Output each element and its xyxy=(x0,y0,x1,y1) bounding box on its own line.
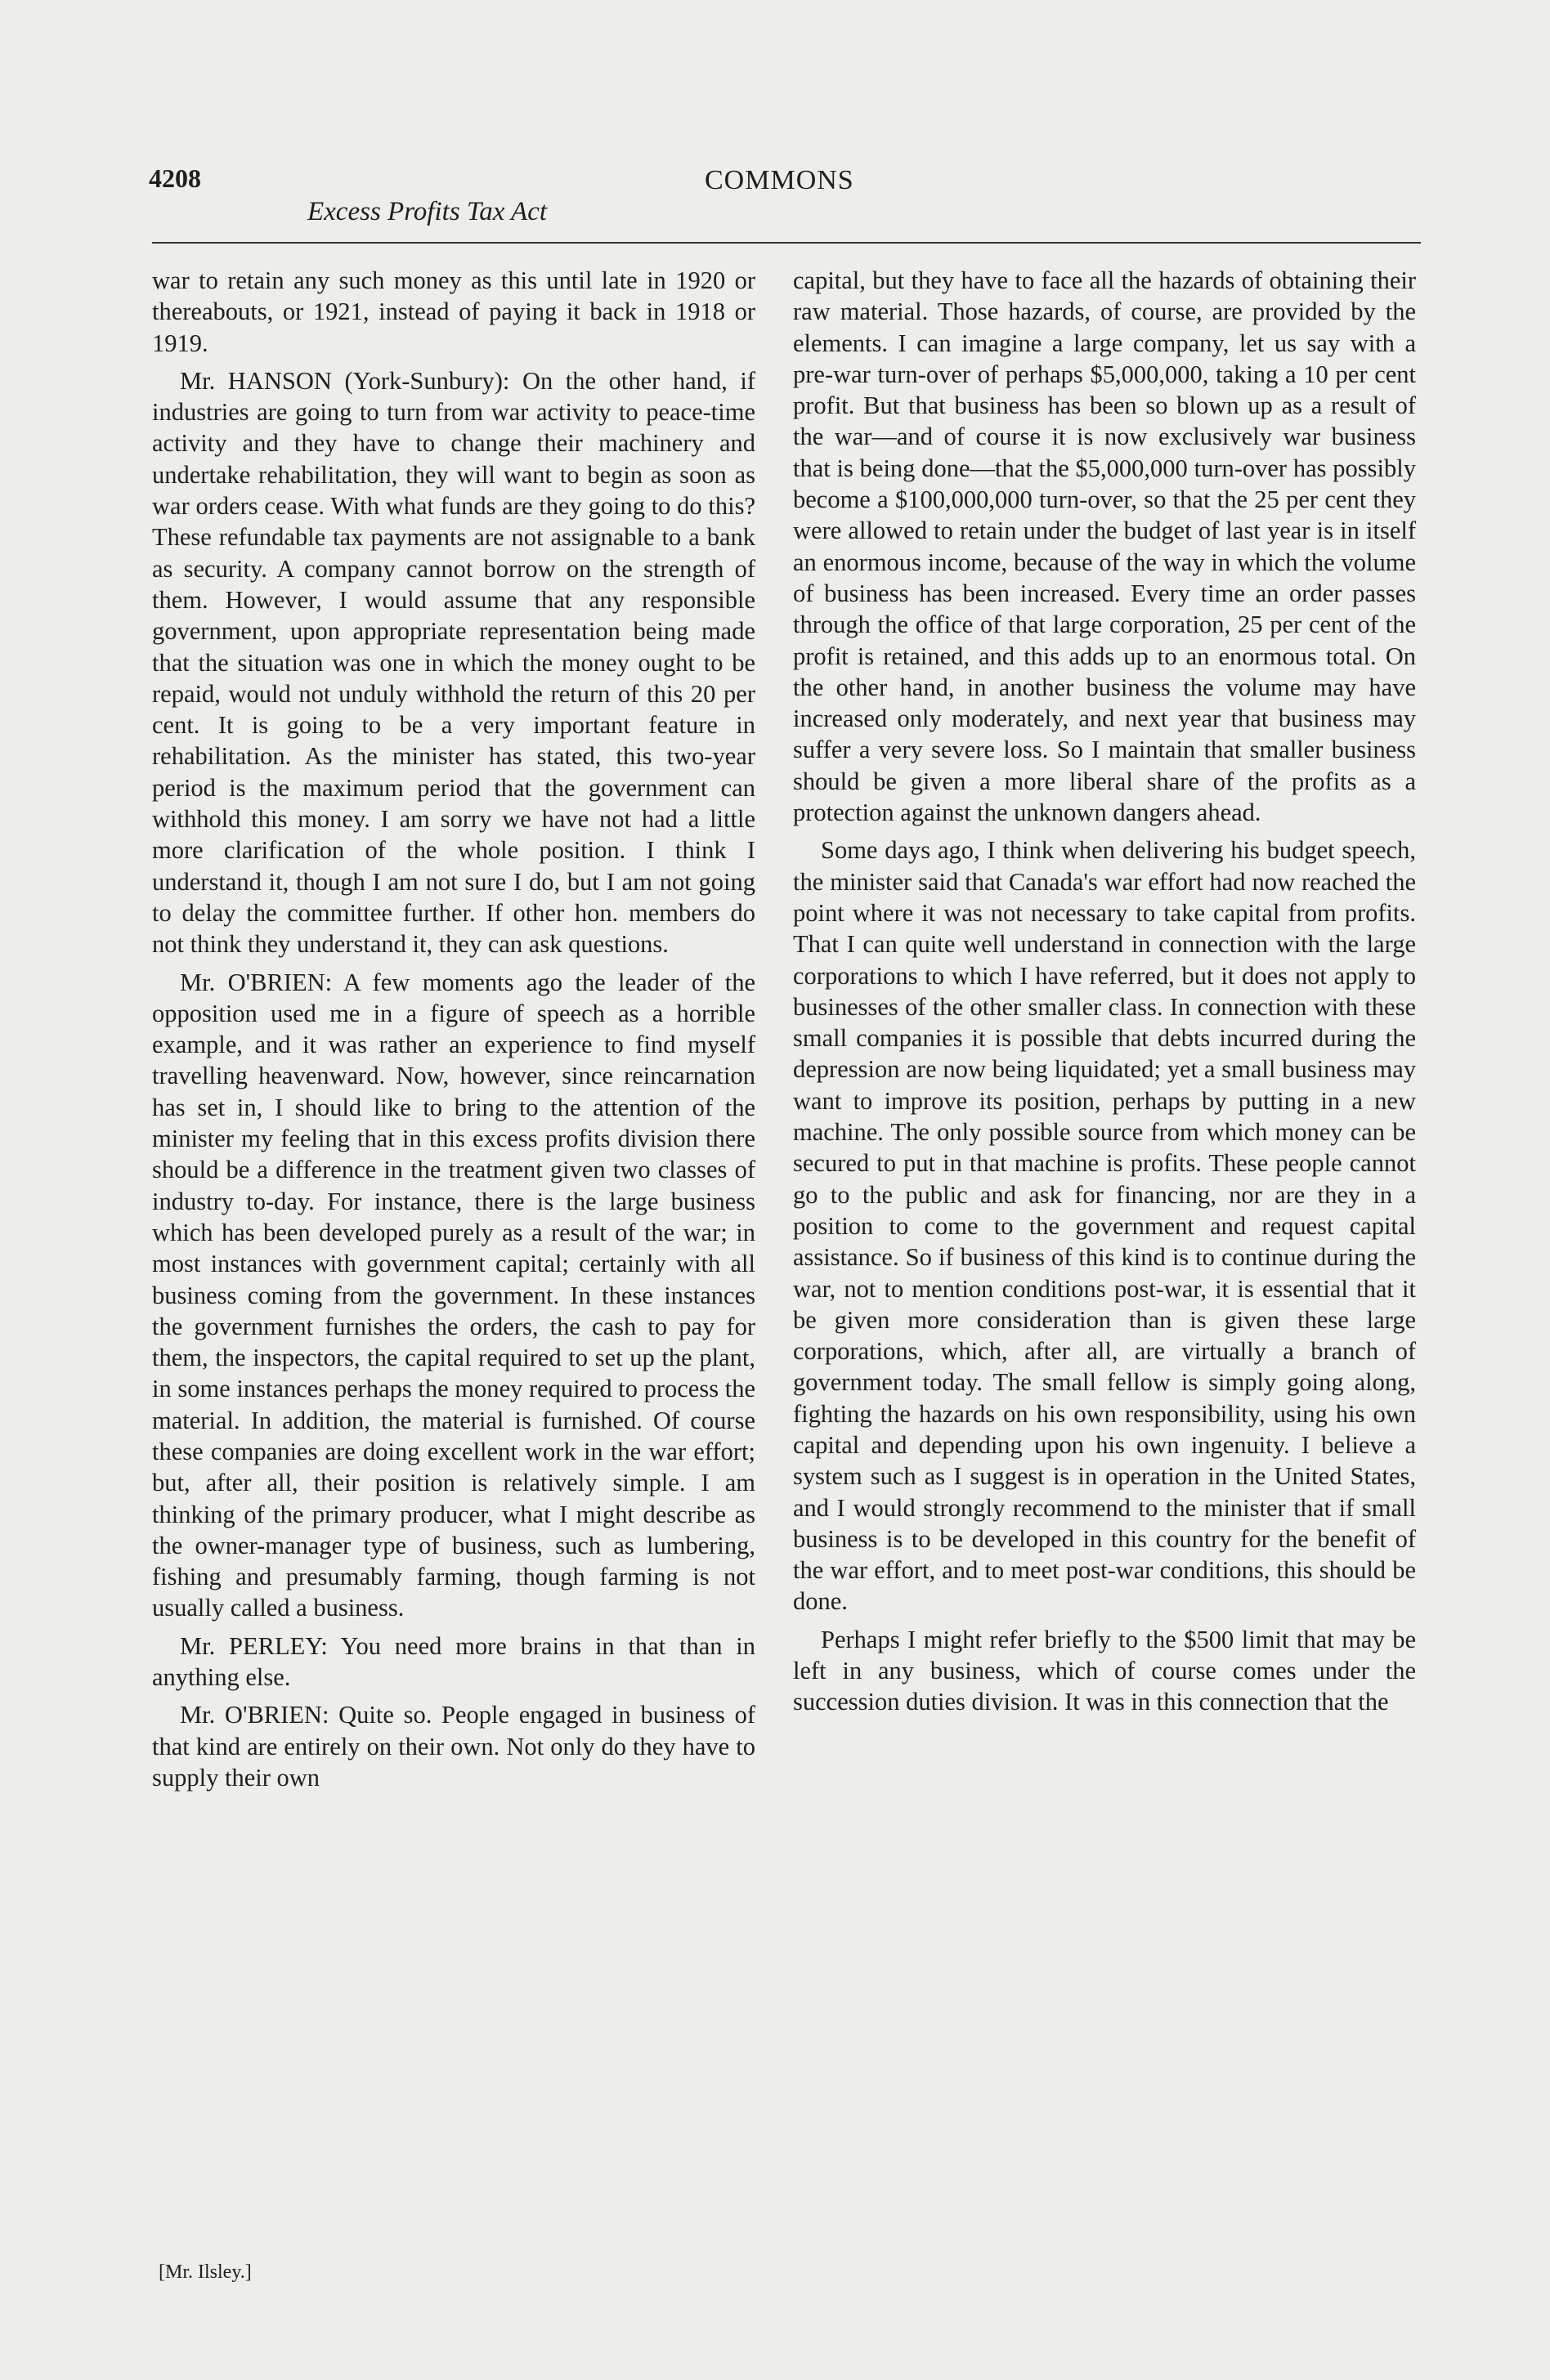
running-title: Excess Profits Tax Act xyxy=(307,197,548,226)
right-column xyxy=(793,265,1416,1725)
paragraph: Mr. O'BRIEN: Quite so. People engaged in business of that kind are entirely on their own. Not only do they have to supply their own xyxy=(152,1701,755,1792)
left-column xyxy=(152,265,755,1800)
paragraph: Mr. HANSON (York-Sunbury): On the other hand, if industries are going to turn from war activity to peace-time activity and they have to change their machinery and undertake rehabilitation, they will want to begin as soon as war orders cease. With what funds are they going to do this? These refundable tax payments are not assignable to a bank as security. A company cannot borrow on the strength of them. However, I would assume that any responsible government, upon appropriate representation being made that the situation was one in which the money ought to be repaid, would not unduly withhold the return of this 20 per cent. It is going to be a very important feature in rehabilitation. As the minister has stated, this two-year period is the maximum period that the government can withhold this money. I am sorry we have not had a little more clarification of the whole position. I think I understand it, though I am not sure I do, but I am not going to delay the committee further. If other hon. members do not think they understand it, they can ask questions. xyxy=(152,366,755,959)
paragraph: Perhaps I might refer briefly to the $500 limit that may be left in any business, which of course comes under the succession duties division. It was in this connection that the xyxy=(793,1625,1416,1716)
paragraph: Mr. PERLEY: You need more brains in that than in anything else. xyxy=(152,1631,755,1692)
house-heading: COMMONS xyxy=(705,165,854,195)
header-rule xyxy=(152,242,1421,244)
speaker-footnote: [Mr. Ilsley.] xyxy=(159,2261,252,2283)
paragraph: Mr. O'BRIEN: A few moments ago the leader of the opposition used me in a figure of speech as a horrible example, and it was rather an experience to find myself travelling heavenward. Now, however, since reincarnation has set in, I should like to bring to the attention of the minister my feeling that in this excess profits division there should be a difference in the treatment given two classes of industry to-day. For instance, there is the large business which has been developed purely as a result of the war; in most instances with government capital; certainly with all business coming from the government. In these instances the government furnishes the orders, the cash to pay for them, the inspectors, the capital required to set up the plant, in some instances perhaps the money required to process the material. In addition, the material is furnished. Of course these companies are doing excellent work in the war effort; but, after all, their position is relatively simple. I am thinking of the primary producer, what I might describe as the owner-manager type of business, such as lumbering, fishing and presumably farming, though farming is not usually called a business. xyxy=(152,968,755,1622)
paragraph: war to retain any such money as this until late in 1920 or thereabouts, or 1921, instead of paying it back in 1918 or 1919. xyxy=(152,266,755,357)
paragraph: Some days ago, I think when delivering his budget speech, the minister said that Canada's war effort had now reached the point where it was not necessary to take capital from profits. That I can quite well understand in connection with the large corporations to which I have referred, but it does not apply to businesses of the other smaller class. In connection with these small companies it is possible that debts incurred during the depression are now being liquidated; yet a small business may want to improve its position, perhaps by putting in a new machine. The only possible source from which money can be secured to put in that machine is profits. These people cannot go to the public and ask for financing, nor are they in a position to come to the government and request capital assistance. So if business of this kind is to continue during the war, not to mention conditions post-war, it is essential that it be given more consideration than is given these large corporations, which, after all, are virtually a branch of government today. The small fellow is simply going along, fighting the hazards on his own responsibility, using his own capital and depending upon his own ingenuity. I believe a system such as I suggest is in operation in the United States, and I would strongly recommend to the minister that if small business is to be developed in this country for the benefit of the war effort, and to meet post-war conditions, this should be done. xyxy=(793,836,1416,1616)
paragraph: capital, but they have to face all the hazards of obtaining their raw material. Those hazards, of course, are provided by the elements. I can imagine a large company, let us say with a pre-war turn-over of perhaps $5,000,000, taking a 10 per cent profit. But that business has been so blown up as a result of the war—and of course it is now exclusively war business that is being done—that the $5,000,000 turn-over has possibly become a $100,000,000 turn-over, so that the 25 per cent they were allowed to retain under the budget of last year is in itself an enormous income, because of the way in which the volume of business has been increased. Every time an order passes through the office of that large corporation, 25 per cent of the profit is retained, and this adds up to an enormous total. On the other hand, in another business the volume may have increased only moderately, and next year that business may suffer a very severe loss. So I maintain that smaller business should be given a more liberal share of the profits as a protection against the unknown dangers ahead. xyxy=(793,266,1416,827)
page-number: 4208 xyxy=(149,163,201,193)
